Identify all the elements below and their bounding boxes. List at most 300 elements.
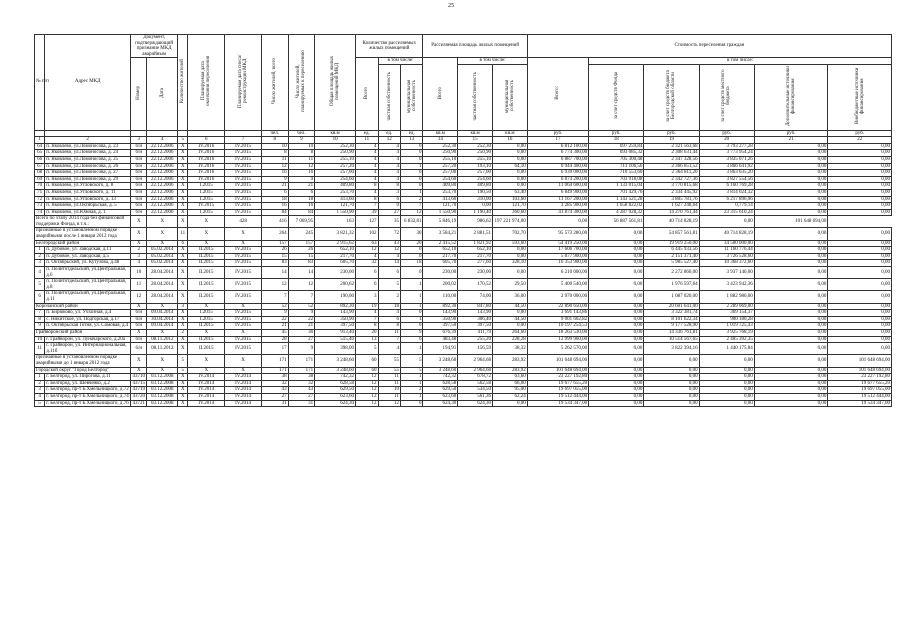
table-cell: II.2015 [188,323,225,330]
table-cell: 12 [356,400,378,407]
table-cell: 35 [378,216,400,228]
table-cell: 4 [378,163,400,170]
table-cell: 6/н [131,196,147,203]
table-cell: 0,00 [754,176,828,183]
table-row [35,170,892,177]
table-cell: IV.2016 [188,150,225,157]
table-cell: 27 [261,393,288,400]
table-cell: IV.2014 [225,374,262,381]
unit-cell: кв.м [493,130,528,137]
table-cell: 252,30 [315,143,356,150]
table-cell: 66,00 [493,380,528,387]
group-row [35,329,892,336]
table-cell: 71 [35,189,45,196]
table-cell: 900 180,28 [699,316,754,323]
table-cell: 711 106,56 [589,163,644,170]
table-cell: X [178,343,188,355]
table-cell: 3 793 277,28 [699,143,754,150]
table-cell: IV.2015 [225,156,262,163]
group-title: Грайворонский район [35,329,131,336]
table-cell: IV.2015 [225,176,262,183]
table-cell: X [178,310,188,317]
table-cell: 306,40 [458,316,493,323]
table-cell: 629,50 [423,387,458,394]
table-cell: 21 [288,323,315,330]
table-cell: 6/н [131,183,147,190]
table-cell: 0,00 [754,203,828,210]
table-cell: X [147,216,178,228]
table-cell: 250,90 [423,150,458,157]
table-cell: 4 [378,156,400,163]
table-cell: 2 347 328,56 [644,156,699,163]
col-cost-local-header: за счет средств местного бюджета [699,64,754,130]
table-cell: 892,30 [315,303,356,310]
table-cell: 6/н [131,316,147,323]
table-cell: 0,00 [589,336,644,343]
table-cell: 3 822 394,16 [644,343,699,355]
table-cell: 39 [356,209,378,216]
table-cell: п. Яковлево, ул.Угловского, д. 8 [45,183,131,190]
table-cell: II.2015 [188,267,225,279]
table-cell: 264 [261,228,288,240]
table-cell: 0,00 [828,240,892,247]
table-cell: 43 [378,240,400,247]
table-cell: X [178,163,188,170]
column-number-cell: 22 [828,137,892,144]
table-cell: 6 [356,267,378,279]
table-cell: X [178,156,188,163]
table-cell: 1 440 175,84 [699,343,754,355]
table-cell: II.2015 [188,253,225,260]
table-cell: 190,50 [458,189,493,196]
table-cell: 5 262 570,00 [527,343,588,355]
table-cell: 11 [378,380,400,387]
table-cell: X [225,355,262,367]
table-cell: 3 866 641,92 [699,163,754,170]
table-row [35,279,892,291]
table-cell: 20 [401,240,423,247]
table-cell: 350,90 [423,316,458,323]
table-cell: 397,50 [315,323,356,330]
table-cell: 43 [288,387,315,394]
col-doc-num-header: Номер [131,58,147,130]
table-cell: 5 846,19 [423,216,458,228]
table-cell: 11 167 200,00 [527,196,588,203]
table-cell: 0,00 [754,183,828,190]
unit-cell [45,130,131,137]
table-cell: п. Яковлево, ул.Октябрьская, д. 5 [45,203,131,210]
table-cell: 0,00 [589,291,644,303]
table-cell: 0,00 [527,216,588,228]
table-cell: 0,00 [754,367,828,374]
table-cell: X [178,196,188,203]
table-cell: IV.2016 [188,143,225,150]
table-cell: II.2015 [188,279,225,291]
table-cell: 22.12.2006 [147,183,178,190]
table-cell: IV.2015 [225,260,262,267]
table-cell: 2 [131,247,147,254]
table-cell: 56 887 561,81 [589,216,644,228]
table-cell: 6 217 896,96 [699,196,754,203]
table-cell: 2 881,51 [458,228,493,240]
table-cell: 416 [261,216,288,228]
table-cell: 38 [288,374,315,381]
table-cell: 10 368 372,60 [699,260,754,267]
table-cell: п. Дубовое, ул. Заводская, д.5 [45,253,131,260]
table-cell: X [178,189,188,196]
unit-cell: руб. [699,130,754,137]
table-cell: 0 [401,267,423,279]
table-cell: 3 835 071,26 [699,156,754,163]
table-cell: 5 [378,279,400,291]
table-cell: 22.12.2006 [147,150,178,157]
table-cell: X [188,367,225,374]
table-cell: 0,00 [493,170,528,177]
table-cell: 67 [35,163,45,170]
table-cell: 0,00 [754,374,828,381]
table-cell: 3 821,32 [315,228,356,240]
table-cell: 2 964,68 [458,355,493,367]
col-cost-region-header: за счет средств бюджета Белгородской области [644,64,699,130]
table-cell: 11 [378,329,400,336]
table-cell: 702,70 [493,228,528,240]
table-cell: 0,00 [828,336,892,343]
table-cell: п. Яковлево, ул.Ломоносова, д. 29 [45,176,131,183]
table-cell: 0,00 [493,323,528,330]
table-cell: 21 [261,323,288,330]
table-cell: X [178,203,188,210]
table-cell: 8 [378,323,400,330]
column-numbers-row [35,137,892,144]
table-cell: 22.12.2006 [147,176,178,183]
table-cell: 16 [288,203,315,210]
table-cell: 5 400 540,00 [527,279,588,291]
table-cell: 19 677 655,20 [828,380,892,387]
table-cell: 8 [378,183,400,190]
table-cell: X [147,303,178,310]
table-cell: X [131,216,147,228]
table-cell: 1 [401,316,423,323]
table-cell: 0,00 [754,170,828,177]
table-cell: 6/н [131,209,147,216]
table-cell: X [147,240,178,247]
table-cell: IV.2015 [225,163,262,170]
table-cell: 1 [35,247,45,254]
table-cell: 22.12.2006 [147,189,178,196]
table-cell: 0,00 [589,329,644,336]
table-cell: 409,80 [458,183,493,190]
column-number-cell: 5 [178,137,188,144]
table-row [35,143,892,150]
table-cell: 254,60 [423,176,458,183]
table-cell: 101 648 694,00 [754,216,828,228]
units-row [35,130,892,137]
table-cell: 30 [401,228,423,240]
table-cell: 84 [288,209,315,216]
table-row [35,393,892,400]
table-cell: 1 [401,303,423,310]
table-cell: 10 514 567,65 [644,336,699,343]
table-cell: 6/н [131,336,147,343]
table-cell: 0,00 [754,393,828,400]
table-cell: 2 485 392,35 [699,336,754,343]
table-cell: 0,00 [828,279,892,291]
table-cell: 3 584,21 [423,228,458,240]
table-cell: 4 [35,393,45,400]
table-cell: 2 [378,291,400,303]
table-cell: 44,50 [493,303,528,310]
table-cell: 72 [35,196,45,203]
table-cell: IV.2015 [188,203,225,210]
table-cell: 0 [401,143,423,150]
table-cell: 6/н [131,163,147,170]
table-cell: 34 500 000,00 [699,240,754,247]
table-cell: 0,00 [589,310,644,317]
table-cell: 5 [35,279,45,291]
table-cell: 14 [288,267,315,279]
table-cell: 4 [356,253,378,260]
table-cell: 121,70 [493,203,528,210]
col-cost-extra-header: Дополнительные источники финансирования [754,64,828,130]
table-cell: X [178,209,188,216]
table-cell: 28.04.2014 [147,267,178,279]
table-cell: 2 334 445,92 [644,189,699,196]
table-cell: 03.12.2008 [147,400,178,407]
table-cell: 257,20 [423,163,458,170]
table-cell: 12 [288,279,315,291]
table-cell: 1 [401,279,423,291]
table-cell: 11 [378,393,400,400]
resettlement-table [34,34,892,407]
column-number-cell: 19 [644,137,699,144]
table-cell: 70 [35,183,45,190]
col-cost-all-header: Всего: [527,58,588,130]
table-cell: 230,00 [423,267,458,279]
table-cell: 742,32 [315,374,356,381]
table-cell: 157 [261,240,288,247]
table-cell: 1 019 725,43 [699,323,754,330]
table-cell: п. Яковлево, ул.Ломоносова, д. 23 [45,143,131,150]
table-cell: 283,92 [493,367,528,374]
table-cell: 102 [356,228,378,240]
table-cell: 32 [356,260,378,267]
table-cell: 562,58 [458,380,493,387]
table-cell: 250,90 [315,150,356,157]
table-cell: 3 423 942,36 [699,279,754,291]
table-cell: X [131,303,147,310]
table-cell: 44,50 [493,316,528,323]
col-private-header: частная собственность [378,64,400,130]
table-cell: 16 353 900,00 [527,260,588,267]
table-cell: 2 366 651,52 [644,163,699,170]
table-cell: IV.2015 [225,247,262,254]
table-cell: X [178,260,188,267]
unit-cell: ед. [356,130,378,137]
table-cell: 0,00 [828,156,892,163]
table-cell: 328,10 [493,260,528,267]
table-cell: 22 [288,316,315,323]
table-cell: 6 445 933,56 [644,247,699,254]
table-cell: 2 [35,253,45,260]
table-cell: 3 [356,291,378,303]
table-cell: IV.2015 [225,170,262,177]
column-number-cell: 6 [188,137,225,144]
table-cell: г. Белгород, ул. Пирогова, д.11 [45,374,131,381]
table-cell: 0,00 [754,343,828,355]
table-cell: г. Грайворон, ул. Луначарского, д.20а [45,336,131,343]
table-cell: 32 [288,380,315,387]
table-cell: 05.02.2014 [147,253,178,260]
table-cell: 3 [35,260,45,267]
table-cell: 12 [401,209,423,216]
table-cell: 7 [401,203,423,210]
table-cell: 534,50 [458,387,493,394]
table-cell: 0,00 [754,387,828,394]
table-cell: 217,70 [423,253,458,260]
table-cell: X [178,143,188,150]
table-cell: 12 [288,163,315,170]
table-cell: 21 [288,183,315,190]
table-cell: 18 263 530,00 [527,329,588,336]
table-cell: 9 [288,343,315,355]
table-cell: 8 [356,183,378,190]
table-cell: 143,90 [315,310,356,317]
table-cell: 255,20 [458,336,493,343]
table-cell: 254,60 [315,176,356,183]
table-cell: г. Грайворон, ул. Интернациональная, д.11б [45,343,131,355]
table-cell: 0,00 [699,216,754,228]
table-cell: 0,00 [754,196,828,203]
table-cell: X [147,367,178,374]
table-cell: 22.12.2006 [147,163,178,170]
table-cell: 22.12.2006 [147,143,178,150]
table-cell: 11 064 600,00 [527,183,588,190]
table-row [35,176,892,183]
table-cell: 11 [35,343,45,355]
table-cell: 10 [131,267,147,279]
table-cell: 103,60 [493,196,528,203]
table-cell: 6/н [131,323,147,330]
table-cell: IV.2016 [188,176,225,183]
table-cell: 3 937 140,00 [699,267,754,279]
unit-cell: кв.м [458,130,493,137]
table-cell: X [225,228,262,240]
table-cell: 1 190,40 [458,209,493,216]
table-cell: 3 [35,387,45,394]
table-cell: 2 964,68 [458,367,493,374]
table-cell: 250,90 [458,150,493,157]
table-cell: 2 272 860,00 [644,267,699,279]
table-cell: 264,60 [493,329,528,336]
table-cell: IV.2016 [188,156,225,163]
table-cell: 9 [288,310,315,317]
table-cell: 14 270 761,44 [644,209,699,216]
table-cell: 245 [288,228,315,240]
table-cell: 13 [356,336,378,343]
table-cell: 171 [288,367,315,374]
table-cell: X [178,253,188,260]
table-cell: 0,00 [754,400,828,407]
table-cell: 6/н [131,189,147,196]
table-cell: 0,00 [828,260,892,267]
col-area-group-header: Расселяемая площадь жилых помещений [423,35,527,58]
page-number: 25 [448,3,454,9]
table-cell: 5 985 527,40 [644,260,699,267]
table-cell: II.2015 [188,260,225,267]
table-cell: X [131,329,147,336]
table-cell: п. Яковлево, ул.Южная, д. 1 [45,209,131,216]
table-cell: 0,00 [644,374,699,381]
table-cell: IV.2016 [188,163,225,170]
table-cell: 19 512 444,00 [527,393,588,400]
table-cell: 4 [356,176,378,183]
col-people-total-header: Число жителей, всего [261,35,288,131]
table-cell: 143,90 [423,310,458,317]
table-cell: 10 [378,387,400,394]
table-cell: 217,70 [315,253,356,260]
table-cell: п. Яковлево, ул.Ломоносова, д. 26 [45,163,131,170]
table-cell: 0,00 [699,387,754,394]
table-cell: 4 [356,163,378,170]
group-title: Корочанский район [35,303,131,310]
table-cell: 12 [378,400,400,407]
col-area-municipal-header: муниципальная собственность [493,64,528,130]
table-cell: п. Политотдельский, ул.Центральная, д.6 [45,267,131,279]
table-row [35,316,892,323]
table-cell: 6/н [131,156,147,163]
table-cell: X [178,267,188,279]
table-cell: 0,00 [589,260,644,267]
table-cell: 43 [261,387,288,394]
table-cell: IV.2015 [225,183,262,190]
table-cell: 409,80 [423,183,458,190]
table-cell: 68 [35,170,45,177]
table-cell: 6 [378,316,400,323]
table-cell: 11 [261,156,288,163]
table-cell: 3 322 381,74 [644,310,699,317]
table-cell: п. Яковлево, ул.Угловского, д. 13 [45,196,131,203]
table-cell: 43710 [132,374,146,380]
table-cell: 6 160 769,28 [699,183,754,190]
table-cell: 0,00 [754,380,828,387]
table-cell: 5 [178,355,188,367]
table-cell: 0,00 [828,150,892,157]
table-cell: 3 285 900,00 [527,203,588,210]
table-cell: 8 [35,316,45,323]
table-cell: 03.12.2008 [147,380,178,387]
table-cell: 101 648 694,00 [527,355,588,367]
table-cell: 0,00 [754,279,828,291]
table-cell: II.2015 [188,291,225,303]
table-cell: 1 627 248,64 [644,203,699,210]
table-cell: 38 [261,374,288,381]
table-cell: 19 697 055,00 [527,387,588,394]
table-cell: 11 [178,228,188,240]
table-cell: X [225,367,262,374]
table-cell: 4 [356,189,378,196]
table-cell: 08.11.2012 [147,343,178,355]
table-cell: 32 [261,380,288,387]
subtotal-title: Всего по этапу 2014 года без финансовой поддержки Фонда, в т.ч.: [35,216,131,228]
table-cell: 7 [356,203,378,210]
table-cell: 0,00 [699,393,754,400]
table-cell: 6 [35,291,45,303]
table-cell: п. Яковлево, ул.Ломоносова, д. 27 [45,170,131,177]
table-cell: 6/н [131,176,147,183]
table-cell: 710 553,60 [589,170,644,177]
table-cell: 45 [261,329,288,336]
table-body [35,143,892,406]
